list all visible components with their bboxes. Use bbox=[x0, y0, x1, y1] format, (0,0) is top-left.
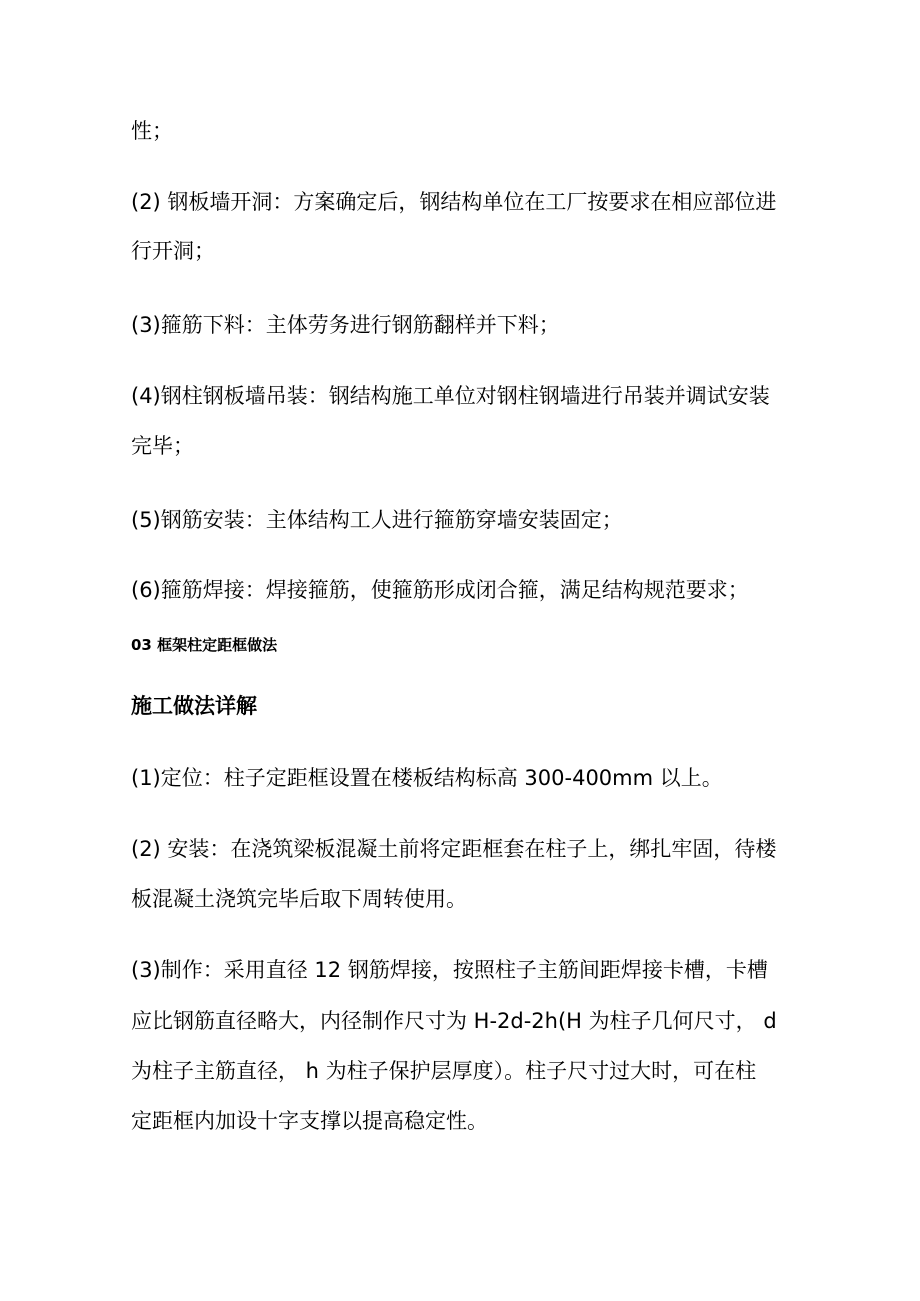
paragraph-line: 板混凝土浇筑完毕后取下周转使用。 bbox=[131, 887, 467, 911]
paragraph-line: 定距框内加设十字支撑以提高稳定性。 bbox=[131, 1109, 488, 1133]
paragraph-line: (1)定位：柱子定距框设置在楼板结构标高 300-400mm 以上。 bbox=[131, 766, 723, 790]
paragraph-line: 为柱子主筋直径， h 为柱子保护层厚度）。柱子尺寸过大时，可在柱 bbox=[131, 1059, 757, 1083]
paragraph-line: 应比钢筋直径略大，内径制作尺寸为 H-2d-2h(H 为柱子几何尺寸， d bbox=[131, 1009, 777, 1033]
section-heading: 03 框架柱定距框做法 bbox=[131, 636, 278, 654]
paragraph-line: (2) 钢板墙开洞：方案确定后，钢结构单位在工厂按要求在相应部位进 bbox=[131, 190, 777, 214]
paragraph-line: 行开洞； bbox=[131, 239, 215, 263]
paragraph-line: (2) 安装：在浇筑梁板混凝土前将定距框套在柱子上，绑扎牢固，待楼 bbox=[131, 837, 777, 861]
paragraph-line: (5)钢筋安装：主体结构工人进行箍筋穿墙安装固定； bbox=[131, 508, 623, 532]
paragraph-line: 完毕； bbox=[131, 434, 194, 458]
subheading: 施工做法详解 bbox=[131, 694, 257, 718]
paragraph-line: (6)箍筋焊接：焊接箍筋，使箍筋形成闭合箍，满足结构规范要求； bbox=[131, 578, 749, 602]
paragraph-line: (4)钢柱钢板墙吊装：钢结构施工单位对钢柱钢墙进行吊装并调试安装 bbox=[131, 384, 770, 408]
paragraph-line: (3)箍筋下料：主体劳务进行钢筋翻样并下料； bbox=[131, 313, 560, 337]
paragraph-line: 性； bbox=[131, 119, 173, 143]
paragraph-line: (3)制作：采用直径 12 钢筋焊接，按照柱子主筋间距焊接卡槽，卡槽 bbox=[131, 958, 768, 982]
